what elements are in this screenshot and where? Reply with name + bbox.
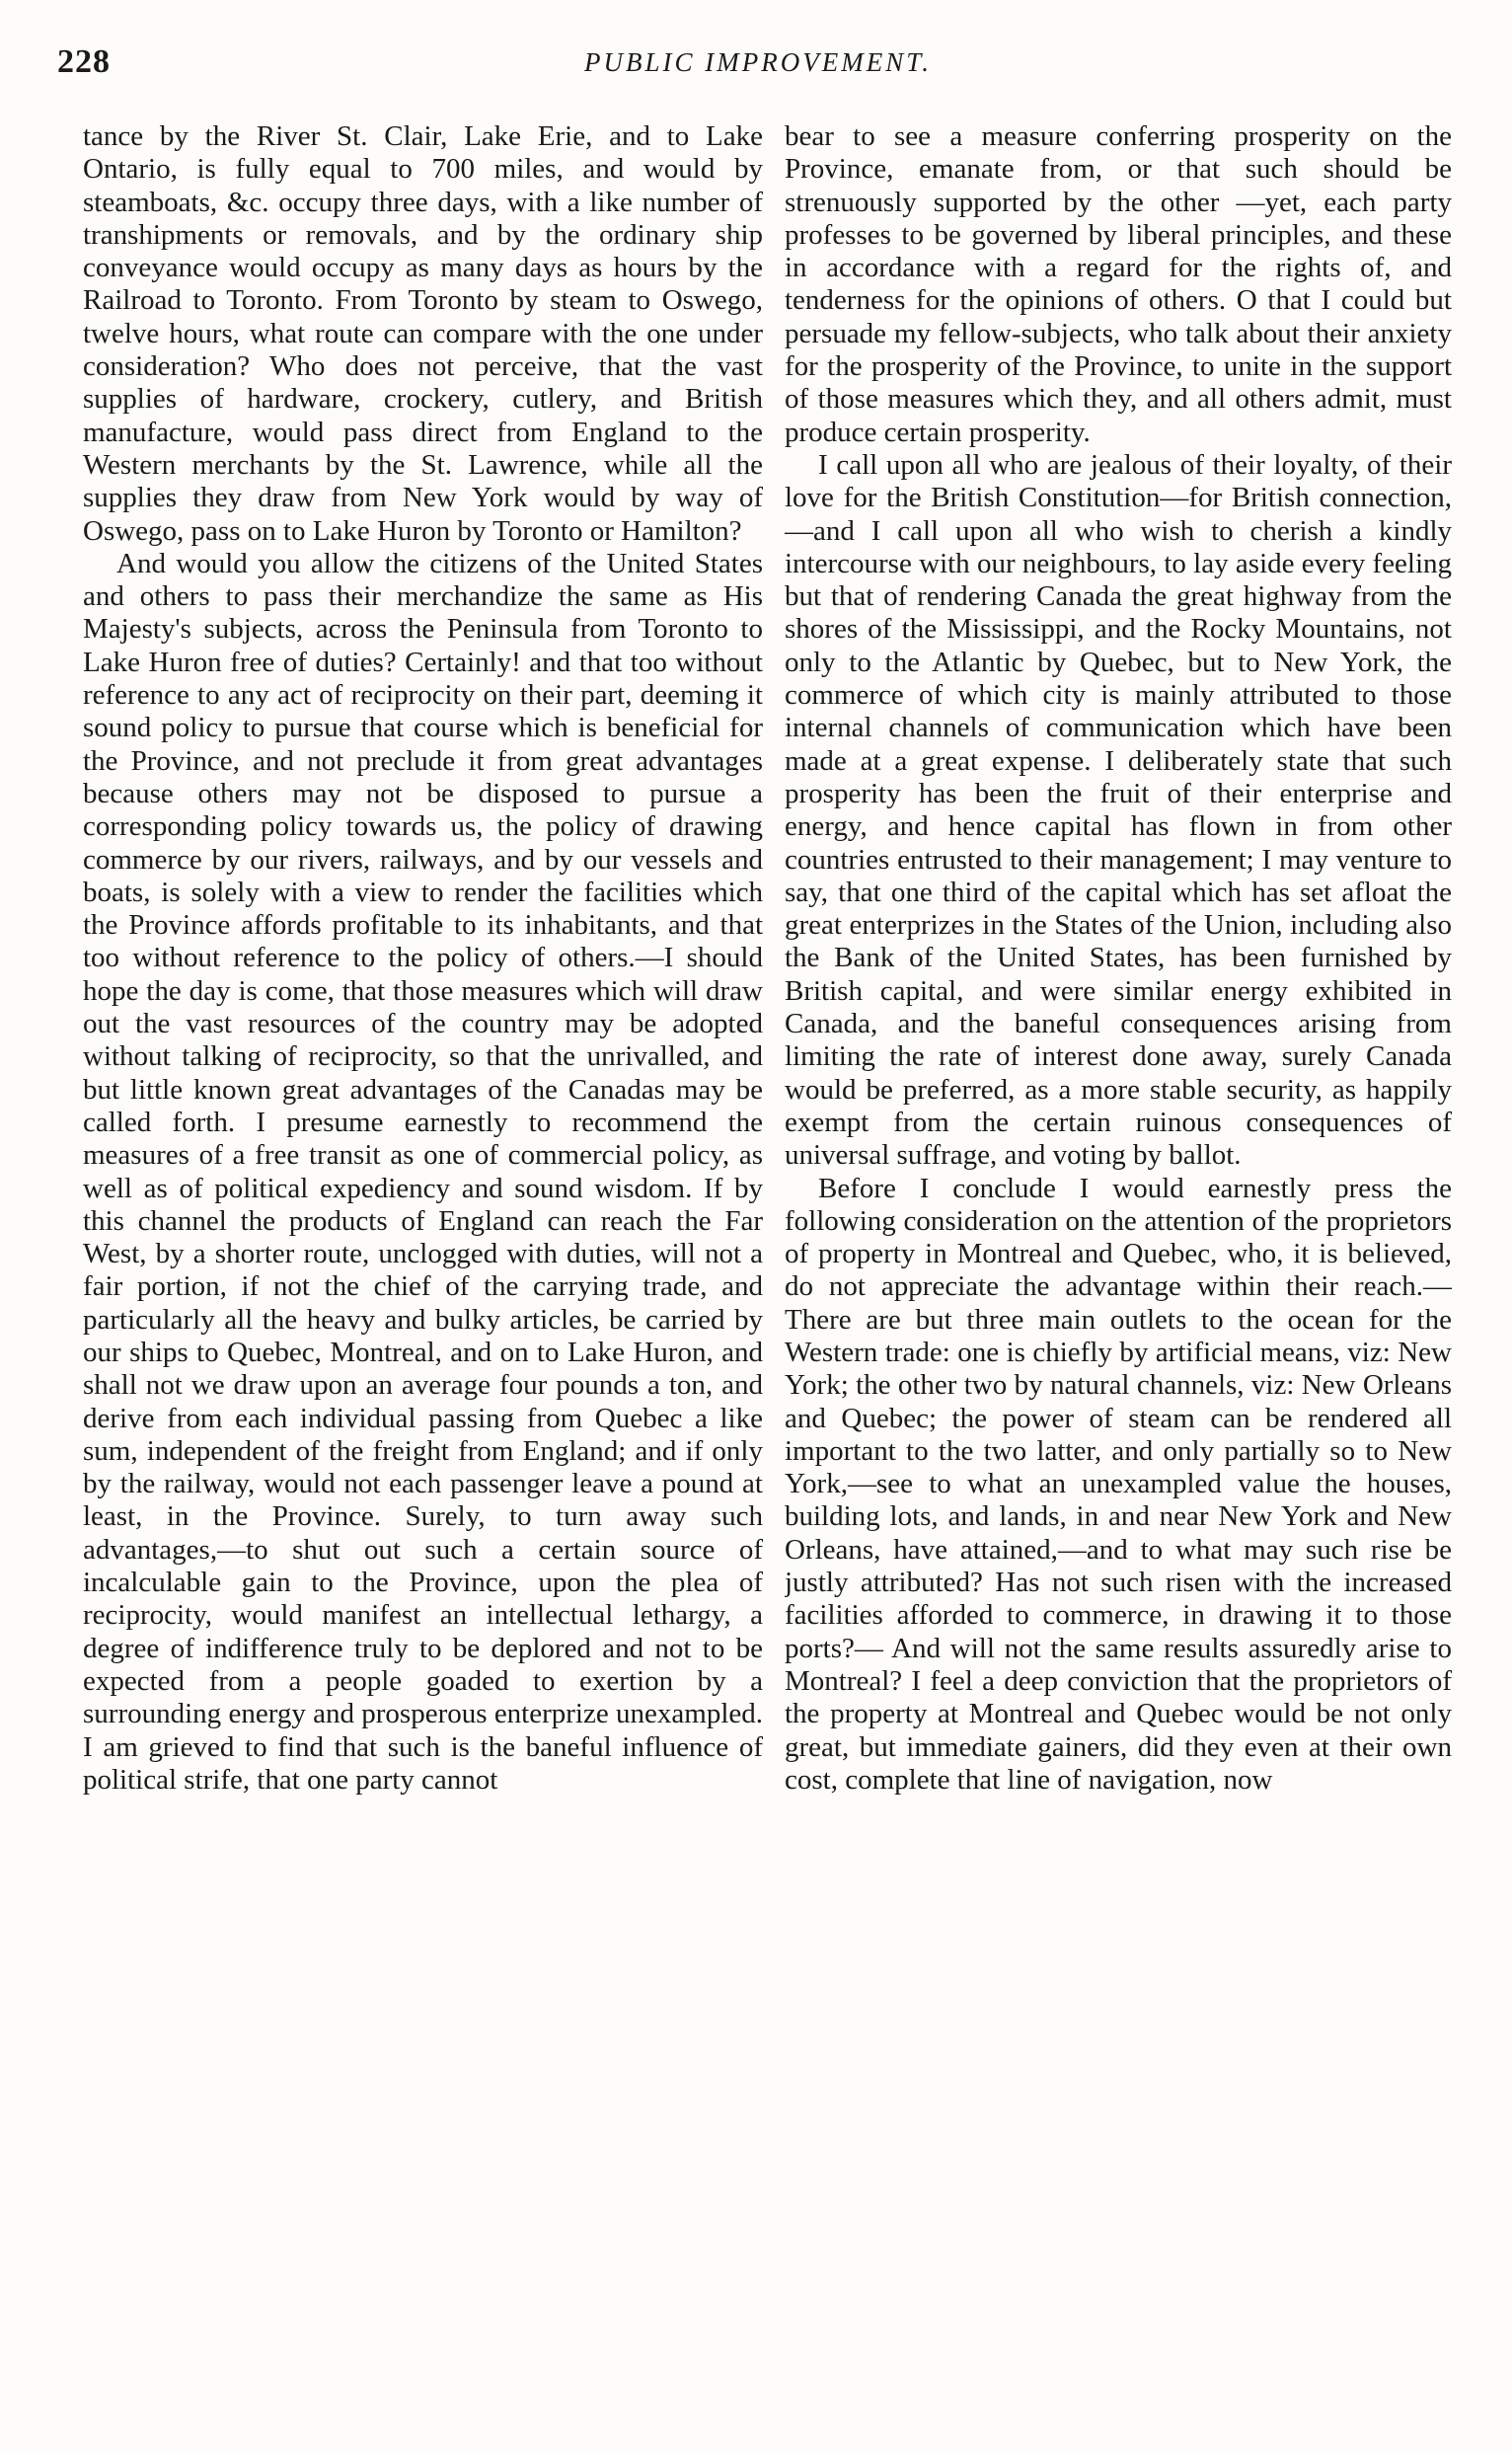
right-column [785, 120, 1452, 2430]
page-header [57, 43, 1459, 87]
right-paragraph-1: bear to see a measure conferring prosperity on the Province, emanate from, or that such should be strenuously supported by the other —yet, each party professes to be governed by liberal principles, and these in accordance with a regard for the rights of, and tenderness for the opinions of others. O that I could but persuade my fellow-subjects, who talk about their anxiety for the prosperity of the Province, to unite in the support of those measures which they, and all others admit, must produce certain prosperity. [785, 120, 1452, 448]
right-paragraph-2: I call upon all who are jealous of their loyalty, of their love for the British Constitution—for British connection,—and I call upon all who wish to cherish a kindly intercourse with our neighbours, to lay aside every feeling but that of rendering Canada the great highway from the shores of the Mississippi, and the Rocky Mountains, not only to the Atlantic by Quebec, but to New York, the commerce of which city is mainly attributed to those internal channels of communication which have been made at a great expense. I deliberately state that such prosperity has been the fruit of their enterprise and energy, and hence capital has flown in from other countries entrusted to their management; I may venture to say, that one third of the capital which has set afloat the great enterprizes in the States of the Union, including also the Bank of the United States, has been furnished by British capital, and were similar energy exhibited in Canada, and the baneful consequences arising from limiting the rate of interest done away, surely Canada would be preferred, as a more stable security, as happily exempt from the certain ruinous consequences of universal suffrage, and voting by ballot. [785, 448, 1452, 1172]
page-number: 228 [57, 43, 111, 80]
running-title: PUBLIC IMPROVEMENT. [584, 47, 932, 77]
left-paragraph-1: tance by the River St. Clair, Lake Erie, and to Lake Ontario, is fully equal to 700 miles, and would by steamboats, &c. occupy three days, with a like number of transhipments or removals, and by the ordinary ship conveyance would occupy as many days as hours by the Railroad to Toronto. From Toronto by steam to Oswego, twelve hours, what route can compare with the one under consideration? Who does not perceive, that the vast supplies of hardware, crockery, cutlery, and British manufacture, would pass direct from England to the Western merchants by the St. Lawrence, while all the supplies they draw from New York would by way of Oswego, pass on to Lake Huron by Toronto or Hamilton? [83, 120, 763, 547]
left-column [83, 120, 763, 2430]
left-paragraph-2: And would you allow the citizens of the United States and others to pass their merchandize the same as His Majesty's subjects, across the Peninsula from Toronto to Lake Huron free of duties? Certainly! and that too without reference to any act of reciprocity on their part, deeming it sound policy to pursue that course which is beneficial for the Province, and not preclude it from great advantages because others may not be disposed to pursue a corresponding policy towards us, the policy of drawing commerce by our rivers, railways, and by our vessels and boats, is solely with a view to render the facilities which the Province affords profitable to its inhabitants, and that too without reference to the policy of others.—I should hope the day is come, that those measures which will draw out the vast resources of the country may be adopted without talking of reciprocity, so that the unrivalled, and but little known great advantages of the Canadas may be called forth. I presume earnestly to recommend the measures of a free transit as one of commercial policy, as well as of political expediency and sound wisdom. If by this channel the products of England can reach the Far West, by a shorter route, unclogged with duties, will not a fair portion, if not the chief of the carrying trade, and particularly all the heavy and bulky articles, be carried by our ships to Quebec, Montreal, and on to Lake Huron, and shall not we draw upon an average four pounds a ton, and derive from each individual passing from Quebec a like sum, independent of the freight from England; and if only by the railway, would not each passenger leave a pound at least, in the Province. Surely, to turn away such advantages,—to shut out such a certain source of incalculable gain to the Province, upon the plea of reciprocity, would manifest an intellectual lethargy, a degree of indifference truly to be deplored and not to be expected from a people goaded to exertion by a surrounding energy and prosperous enterprize unexampled. I am grieved to find that such is the baneful influence of political strife, that one party cannot [83, 547, 763, 1796]
right-paragraph-3: Before I conclude I would earnestly press the following consideration on the attention of the proprietors of property in Montreal and Quebec, who, it is believed, do not appreciate the advantage within their reach.— There are but three main outlets to the ocean for the Western trade: one is chiefly by artificial means, viz: New York; the other two by natural channels, viz: New Orleans and Quebec; the power of steam can be rendered all important to the two latter, and only partially so to New York,—see to what an unexampled value the houses, building lots, and lands, in and near New York and New Orleans, have attained,—and to what may such rise be justly attributed? Has not such risen with the increased facilities afforded to commerce, in drawing it to those ports?— And will not the same results assuredly arise to Montreal? I feel a deep conviction that the proprietors of the property at Montreal and Quebec would be not only great, but immediate gainers, did they even at their own cost, complete that line of navigation, now [785, 1172, 1452, 1796]
